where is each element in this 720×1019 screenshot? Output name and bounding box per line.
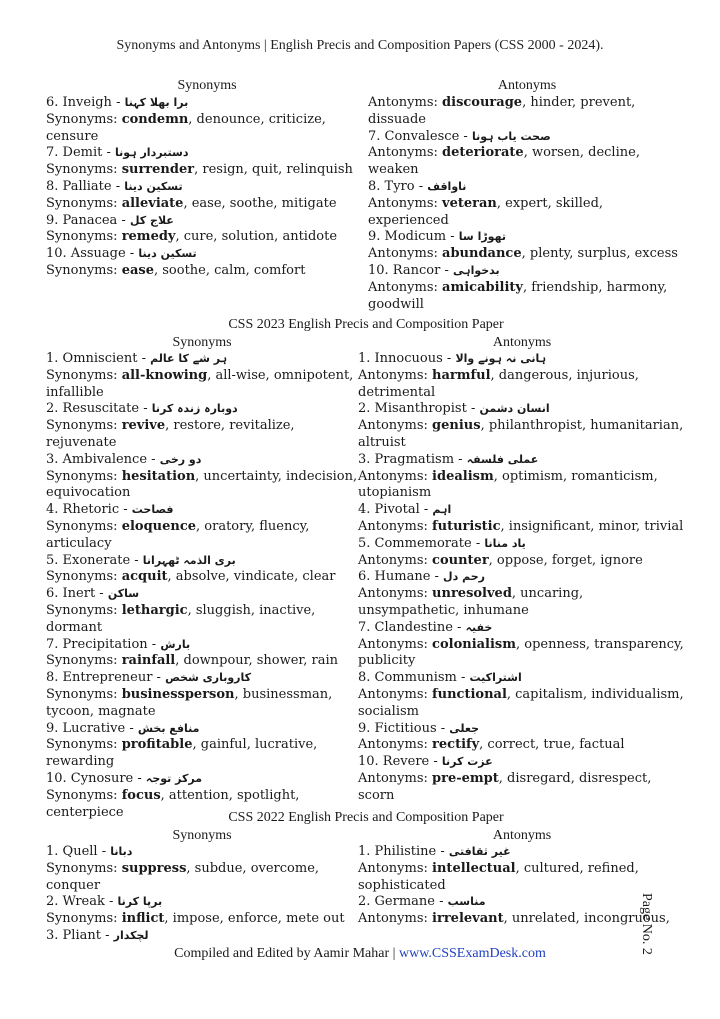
list-item [46,586,358,636]
main-word: ease [121,262,154,278]
other-words: , philanthropist, humanitarian, altruist [358,418,684,450]
urdu-meaning: تھوڑا سا [458,230,506,244]
term: 1. Innocuous - [358,351,456,366]
list-item [358,844,686,894]
section-continued [46,78,686,313]
definition-line [46,112,368,146]
list-item [46,246,368,280]
term-line [358,452,686,469]
footer-credit: Compiled and Edited by Aamir Mahar | [174,946,399,961]
main-word: suppress [121,860,187,876]
term: 1. Omniscient - [46,351,151,366]
term: 7. Convalesce - [368,128,472,144]
urdu-meaning: یاد منانا [484,536,526,550]
urdu-meaning: دستبردار ہونا [115,146,189,160]
list-item [46,145,368,179]
urdu-meaning: دوبارہ زندہ کرنا [151,402,238,416]
list-item [46,502,358,552]
main-word: functional [432,686,507,702]
term: 8. Communism - [358,670,470,686]
urdu-meaning: ساکن [107,587,140,601]
list-item [368,129,686,179]
label: Antonyms: [358,686,433,702]
term-line [46,452,358,469]
page-footer [0,946,720,962]
main-word: counter [432,552,489,568]
other-words: , gainful, lucrative, rewarding [46,737,318,770]
other-words: , capitalism, individualism, socialism [358,686,684,719]
main-word: inflict [121,911,165,927]
main-word: alleviate [121,195,184,211]
definition-line [46,737,358,771]
definition-line [46,687,358,721]
main-word: amicability [442,279,523,295]
page-header: Synonyms and Antonyms | English Precis and Composition Papers (CSS 2000 - 2024). [116,38,604,53]
synonyms-header: Synonyms [172,828,232,843]
urdu-meaning: ہانی نہ ہونے والا [455,352,547,365]
section-css-2022 [46,810,686,945]
term: 5. Exonerate - [46,552,143,568]
urdu-meaning: جعلی [449,721,480,735]
urdu-meaning: ہر شے کا عالم [150,352,228,365]
main-word: rainfall [121,653,176,669]
term-line [46,553,358,570]
other-words: , ease, soothe, mitigate [183,195,337,211]
other-words: , attention, spotlight, centerpiece [46,787,300,820]
urdu-meaning: اشتراکیت [469,671,522,685]
definition-line [368,280,686,314]
term: 8. Palliate - [46,178,125,194]
list-item [358,754,686,804]
term-line [358,620,686,637]
main-word: intellectual [432,860,516,876]
term-line [368,179,686,196]
other-words: , all-wise, omnipotent, infallible [46,367,354,400]
term: 9. Fictitious - [358,720,450,736]
label: Synonyms: [46,262,122,278]
other-words: , disregard, disrespect, scorn [358,770,652,803]
antonyms-column [368,78,686,313]
synonyms-list [46,95,368,280]
label: Antonyms: [358,737,433,753]
main-word: all-knowing [121,367,208,383]
label: Antonyms: [358,367,433,383]
label: Antonyms: [358,468,433,484]
definition-line [358,368,686,402]
term-line [358,670,686,687]
label: Synonyms: [46,518,122,534]
urdu-meaning: تسکین دینا [138,247,197,261]
list-item [368,263,686,313]
term-line [46,213,368,230]
urdu-meaning: ناواقف [427,179,467,193]
list-item [358,351,686,401]
list-item [358,502,686,536]
term: 8. Entrepreneur - [46,670,166,686]
label: Synonyms: [46,653,122,669]
list-item [46,95,368,145]
urdu-meaning: اہم [432,503,452,517]
label: Synonyms: [46,737,122,753]
label: Synonyms: [46,195,122,211]
term: 2. Germane - [358,894,448,910]
urdu-meaning: بدخواہی [453,263,500,277]
main-word: harmful [432,367,491,383]
term: 10. Cynosure - [46,770,146,786]
antonyms-header: Antonyms [497,78,557,93]
label: Synonyms: [46,162,122,178]
term-line [368,229,686,246]
list-item [46,928,358,945]
other-words: , openness, transparency, publicity [358,636,684,669]
list-item [358,452,686,502]
synonyms-list [46,844,358,945]
main-word: businessperson [121,686,235,702]
definition-line [358,687,686,721]
label: Antonyms: [358,770,433,786]
main-word: surrender [121,162,195,178]
urdu-meaning: مرکز توجہ [145,771,203,785]
term: 9. Lucrative - [46,720,138,736]
term: 10. Revere - [358,754,442,770]
term-line [358,754,686,771]
main-word: futuristic [432,518,501,534]
urdu-meaning: مناسب [447,895,486,909]
section-title: CSS 2023 English Precis and Composition Paper [228,317,504,332]
main-word: discourage [442,95,523,110]
list-item [46,894,358,928]
list-item [358,569,686,619]
term: 10. Rancor - [368,262,453,278]
main-word: abundance [442,246,522,262]
list-item [358,620,686,670]
other-words: , uncertainty, indecision, equivocation [46,468,358,501]
urdu-meaning: غیر ثقافتی [448,845,511,858]
list-item [46,213,368,247]
list-item [358,670,686,720]
other-words: , sluggish, inactive, dormant [46,602,316,635]
definition-line [46,162,368,179]
page-number: Page No. 2 [639,893,654,955]
definition-line [358,586,686,620]
label: Antonyms: [368,145,443,161]
other-words: , resign, quit, relinquish [194,162,353,178]
term: 4. Rhetoric - [46,502,132,518]
urdu-meaning: عزت کرنا [441,755,493,769]
term: 9. Modicum - [368,229,459,245]
definition-line [46,196,368,213]
other-words: , plenty, surplus, excess [521,246,678,262]
other-words: , absolve, vindicate, clear [167,569,336,585]
definition-line [358,771,686,805]
antonyms-header: Antonyms [492,828,552,843]
term-line [46,928,358,945]
definition-line [46,911,358,928]
antonyms-list [358,351,686,805]
main-word: rectify [432,737,480,753]
term-line [368,263,686,280]
synonyms-list [46,351,358,821]
antonym-lead-line [368,95,686,129]
term: 3. Ambivalence - [46,451,160,467]
definition-line [46,263,368,280]
main-word: focus [121,787,161,803]
urdu-meaning: علاج کل [129,213,174,227]
term-line [46,351,358,368]
urdu-meaning: انسان دشمن [479,402,550,416]
definition-line [46,368,358,402]
definition-line [358,637,686,671]
main-word: idealism [432,468,494,484]
other-words: , downpour, shower, rain [175,653,338,669]
definition-line [46,418,358,452]
other-words: , worsen, decline, weaken [368,145,640,178]
definition-line [46,861,358,895]
definition-line [358,737,686,754]
term: 7. Precipitation - [46,636,161,652]
label: Antonyms: [358,586,433,602]
label: Synonyms: [46,569,122,585]
main-word: colonialism [432,636,517,652]
term: 9. Panacea - [46,212,130,228]
term-line [46,771,358,788]
other-words: , soothe, calm, comfort [153,262,306,278]
main-word: veteran [442,195,497,211]
term: 7. Clandestine - [358,619,466,635]
list-item [46,844,358,894]
term-line [46,586,358,603]
other-words: , cure, solution, antidote [175,229,338,245]
term: 3. Pragmatism - [358,451,467,467]
definition-line [368,196,686,230]
urdu-meaning: بارش [160,637,191,651]
urdu-meaning: لچکدار [113,928,149,942]
main-word: remedy [121,229,176,245]
label: Synonyms: [46,860,122,876]
other-words: , hinder, prevent, dissuade [368,95,636,127]
urdu-meaning: تسکین دینا [124,179,183,193]
label: Synonyms: [46,111,122,127]
website-link[interactable]: www.CSSExamDesk.com [398,946,546,961]
main-word: eloquence [121,518,197,534]
synonyms-column [46,78,368,313]
urdu-meaning: منافع بخش [137,721,200,735]
term-line [46,894,358,911]
term: 10. Assuage - [46,246,139,262]
label: Synonyms: [46,911,122,927]
urdu-meaning: دو رخی [159,452,202,466]
label: Synonyms: [46,418,122,434]
label: Antonyms: [358,552,433,568]
main-word: irrelevant [432,911,504,927]
definition-line [358,469,686,503]
label: Synonyms: [46,367,122,383]
label: Antonyms: [358,518,433,534]
term-line [46,95,368,112]
urdu-meaning: عملی فلسفہ [466,452,539,466]
label: Antonyms: [368,279,443,295]
list-item [46,721,358,771]
section-title: CSS 2022 English Precis and Composition Paper [228,810,504,825]
other-words: , expert, skilled, experienced [368,195,604,228]
term: 3. Pliant - [46,927,114,943]
list-item [368,179,686,229]
other-words: , uncaring, unsympathetic, inhumane [358,586,584,618]
urdu-meaning: فصاحت [131,503,174,517]
term-line [46,637,358,654]
list-item [46,401,358,451]
urdu-meaning: کاروباری شخص [165,671,252,685]
definition-line [358,553,686,570]
antonyms-column [358,335,686,821]
other-words: , denounce, criticize, censure [46,111,326,144]
main-word: pre-empt [432,770,499,786]
label: Synonyms: [46,787,122,803]
urdu-meaning: صحت یاب ہونا [471,129,551,143]
term-line [358,502,686,519]
term: 6. Humane - [358,569,444,585]
label: Antonyms: [368,195,443,211]
other-words: , insignificant, minor, trivial [500,518,684,534]
label: Synonyms: [46,602,122,618]
term: 4. Pivotal - [358,502,433,518]
synonyms-header: Synonyms [172,335,232,350]
term: 2. Wreak - [46,894,118,910]
term: 8. Tyro - [368,178,428,194]
label: Antonyms: [358,636,433,652]
definition-line [46,603,358,637]
definition-line [358,418,686,452]
list-item [46,553,358,587]
definition-line [46,469,358,503]
other-words: , dangerous, injurious, detrimental [358,367,639,400]
term-line [46,145,368,162]
other-words: , cultured, refined, sophisticated [358,860,639,893]
other-words: , oppose, forget, ignore [488,552,643,568]
urdu-meaning: خفیہ [465,620,493,634]
definition-line [46,519,358,553]
label: Antonyms: [358,418,433,434]
term-line [46,502,358,519]
term: 1. Philistine - [358,844,449,859]
label: Synonyms: [46,229,122,245]
synonyms-column [46,828,358,945]
term: 7. Demit - [46,145,116,161]
main-word: hesitation [121,468,196,484]
other-words: , friendship, harmony, goodwill [368,279,668,312]
main-word: unresolved [432,586,512,602]
term-line [46,246,368,263]
label: Synonyms: [46,686,122,702]
label: Antonyms: [368,246,443,262]
urdu-meaning: دبانا [110,845,133,858]
other-words: , subdue, overcome, conquer [46,860,320,893]
label: Synonyms: [46,468,122,484]
list-item [46,452,358,502]
term-line [46,721,358,738]
main-word: condemn [121,111,189,127]
term-line [358,844,686,861]
definition-line [46,653,358,670]
list-item [368,229,686,263]
other-words: , unrelated, incongruous, [503,911,670,927]
other-words: , businessman, tycoon, magnate [46,686,333,719]
list-item [46,670,358,720]
term: 1. Quell - [46,844,111,859]
term-line [46,844,358,861]
term: 2. Resuscitate - [46,401,152,417]
definition-line [46,229,368,246]
main-word: deteriorate [442,145,524,161]
list-item [358,536,686,570]
main-word: profitable [121,737,193,753]
term-line [358,401,686,418]
term: 6. Inveigh - [46,95,125,110]
other-words: , impose, enforce, mete out [164,911,345,927]
main-word: acquit [121,569,168,585]
term-line [46,401,358,418]
list-item [46,637,358,671]
term-line [358,569,686,586]
definition-line [368,145,686,179]
synonyms-header: Synonyms [177,78,237,93]
list-item [358,721,686,755]
urdu-meaning: برپا کرنا [117,895,163,909]
other-words: , restore, revitalize, rejuvenate [46,418,295,450]
main-word: genius [432,418,481,434]
term: 6. Inert - [46,586,108,602]
main-word: revive [121,418,166,434]
definition-line [368,246,686,263]
label: Antonyms: [358,911,433,927]
definition-line [358,861,686,895]
term: 2. Misanthropist - [358,401,480,417]
definition-line [358,519,686,536]
antonyms-list [368,129,686,314]
label: Antonyms: [368,95,443,110]
main-word: lethargic [121,602,188,618]
section-css-2023 [46,317,686,821]
urdu-meaning: برا بھلا کہنا [124,96,189,109]
list-item [358,401,686,451]
other-words: , optimism, romanticism, utopianism [358,468,658,501]
other-words: , oratory, fluency, articulacy [46,518,310,551]
term-line [358,721,686,738]
term-line [46,670,358,687]
other-words: , correct, true, factual [479,737,625,753]
antonyms-header: Antonyms [492,335,552,350]
urdu-meaning: رحم دل [443,570,485,584]
definition-line [46,569,358,586]
synonyms-column [46,335,358,821]
label: Antonyms: [358,860,433,876]
urdu-meaning: بری الذمہ ٹھہرانا [142,553,236,567]
term: 5. Commemorate - [358,535,485,551]
term-line [358,351,686,368]
term-line [368,129,686,146]
term-line [358,536,686,553]
list-item [46,351,358,401]
list-item [46,179,368,213]
term-line [46,179,368,196]
